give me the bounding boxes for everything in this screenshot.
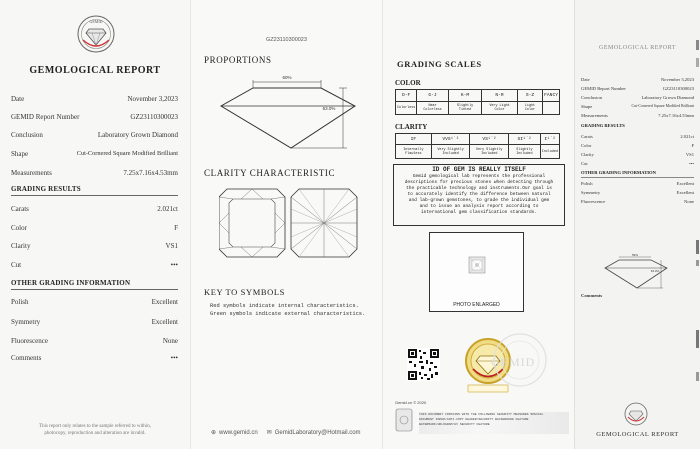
security-hologram-icon <box>395 408 413 432</box>
grade-row: Carats 2.021ct <box>11 205 178 213</box>
security-notice: THIS DOCUMENT CONTAINS WITH THE FOLLOWING SECURITY MEASURES SPECIAL DOCUMENT PAPER/ANTI-COPY HEADER/SECURITY BACKGROUND FEATURE WATERMARK/HOLOGRAM/UV SECURITY FEATURE <box>419 412 569 434</box>
mini-grade-row: Color F <box>581 143 694 148</box>
mini-other-heading: OTHER GRADING INFORMATION <box>581 170 656 175</box>
report-title: GEMOLOGICAL REPORT <box>29 65 161 76</box>
other-row: Fluorescence None <box>11 337 178 345</box>
photo-caption: PHOTO ENLARGED <box>453 302 500 308</box>
divider <box>11 289 178 290</box>
mini-other-row: Symmetry Excellent <box>581 190 694 195</box>
mini-field-row: Shape Cut-Cornered Square Modified Brilliant <box>581 104 694 109</box>
other-row: Comments ••• <box>11 354 178 362</box>
clarity-scale-title: CLARITY <box>395 123 428 131</box>
divider <box>11 195 178 196</box>
field-row: Measurements 7.25x7.16x4.53mm <box>11 169 178 177</box>
clarity-plot <box>219 187 359 261</box>
field-row: GEMID Report Number GZ23110300023 <box>11 113 178 121</box>
email-link[interactable]: GemidLaboratory@Hotmail.com <box>274 429 361 436</box>
mini-grade-row: Carats 2.021ct <box>581 134 694 139</box>
mini-field-row: Date November 3,2023 <box>581 77 694 82</box>
mini-other-row: Polish Excellent <box>581 181 694 186</box>
key-to-symbols-text: Red symbols indicate internal characteristics. Green symbols indicate external characteristics. <box>210 303 366 317</box>
report-front-panel <box>0 0 190 449</box>
globe-icon: ⊕ <box>211 430 217 436</box>
mini-proportions-diagram <box>603 254 671 290</box>
svg-text:59%: 59% <box>631 254 639 257</box>
crown-view-diagram <box>219 189 285 257</box>
watermark-seal <box>485 330 555 390</box>
mini-report-title: GEMOLOGICAL REPORT <box>599 45 676 51</box>
mini-grading-heading: GRADING RESULTS <box>581 123 625 128</box>
report-number: GZ23110300023 <box>266 37 307 43</box>
mini-other-row: Fluorescence None <box>581 199 694 204</box>
key-to-symbols-title: KEY TO SYMBOLS <box>204 287 285 297</box>
other-row: Polish Excellent <box>11 298 178 306</box>
disclaimer: This report only relates to the sample referred to within, photocopy, reproduction and alteration are invalid. <box>39 424 151 436</box>
pavilion-view-diagram <box>291 189 357 257</box>
grading-scales-panel <box>382 0 574 449</box>
depth-percent: 63.0% <box>322 106 336 111</box>
svg-text:63.0%: 63.0% <box>650 269 660 273</box>
other-row: Symmetry Excellent <box>11 318 178 326</box>
qr-code[interactable] <box>407 348 440 381</box>
mini-field-row: Measurements 7.25x7.16x4.53mm <box>581 113 694 118</box>
mini-grade-row: Clarity VS1 <box>581 152 694 157</box>
grade-row: Color F <box>11 224 178 232</box>
mini-grade-row: Cut ••• <box>581 161 694 166</box>
proportions-diagram <box>219 76 364 154</box>
gem-photo <box>467 255 487 275</box>
proportions-title: PROPORTIONS <box>204 55 272 65</box>
field-row: Date November 3,2023 <box>11 95 178 103</box>
mail-icon: ✉ <box>266 430 272 436</box>
proportions-panel <box>190 0 382 449</box>
gemid-watermark: GEMID <box>491 355 536 369</box>
contact-footer <box>211 429 361 436</box>
about-gem-title: ID OF GEM IS REALLY ITSELF <box>432 166 526 173</box>
divider <box>581 177 694 178</box>
mini-comments-label: Comments <box>581 293 603 298</box>
color-scale-title: COLOR <box>395 79 421 87</box>
mini-field-row: Conclusion Laboratory Grown Diamond <box>581 95 694 100</box>
grading-results-heading: GRADING RESULTS <box>11 185 81 193</box>
gemid-logo <box>76 14 116 54</box>
grading-scales-title: GRADING SCALES <box>397 59 482 69</box>
grade-row: Clarity VS1 <box>11 242 178 250</box>
color-scale-table: D-F G-J K-M N-R S-Z FANCY Colorless Near Colorless Slightly Tinted Very Light Color Light Color <box>395 89 560 115</box>
mini-gemid-logo <box>624 402 648 426</box>
svg-text:GEMID: GEMID <box>89 19 103 24</box>
about-gem-box: ID OF GEM IS REALLY ITSELF Gemid gemological lab represents the professional descriptions for precious stones when detecting through the practicable technology and instruments.Our goal is to accurately identify the difference between natural and lab-grown gemstones, to grade the individual gem and to issue an analysis report according to international gem classification standards. <box>393 164 565 226</box>
field-row: Shape Cut-Cornered Square Modified Brilliant <box>11 150 178 158</box>
clarity-title: CLARITY CHARACTERISTIC <box>204 168 336 178</box>
website-link[interactable]: www.gemid.cn <box>219 429 258 436</box>
copyright: Gemid.cn © 2020 <box>395 400 427 405</box>
grade-row: Cut ••• <box>11 261 178 269</box>
mini-field-row: GEMID Report Number GZ23110300023 <box>581 86 694 91</box>
photo-frame <box>429 232 524 312</box>
clarity-scale-table: IF VVS¹˙² VS¹˙² SI¹˙² I¹˙² Internally Flawless Very Slightly Included Very Slightly Included Slightly Included Included <box>395 133 560 159</box>
mini-footer-title: GEMOLOGICAL REPORT <box>596 431 679 438</box>
table-percent: 60% <box>282 76 292 80</box>
report-back-panel <box>574 0 700 449</box>
other-grading-heading: OTHER GRADING INFORMATION <box>11 279 131 287</box>
field-row: Conclusion Laboratory Grown Diamond <box>11 131 178 139</box>
